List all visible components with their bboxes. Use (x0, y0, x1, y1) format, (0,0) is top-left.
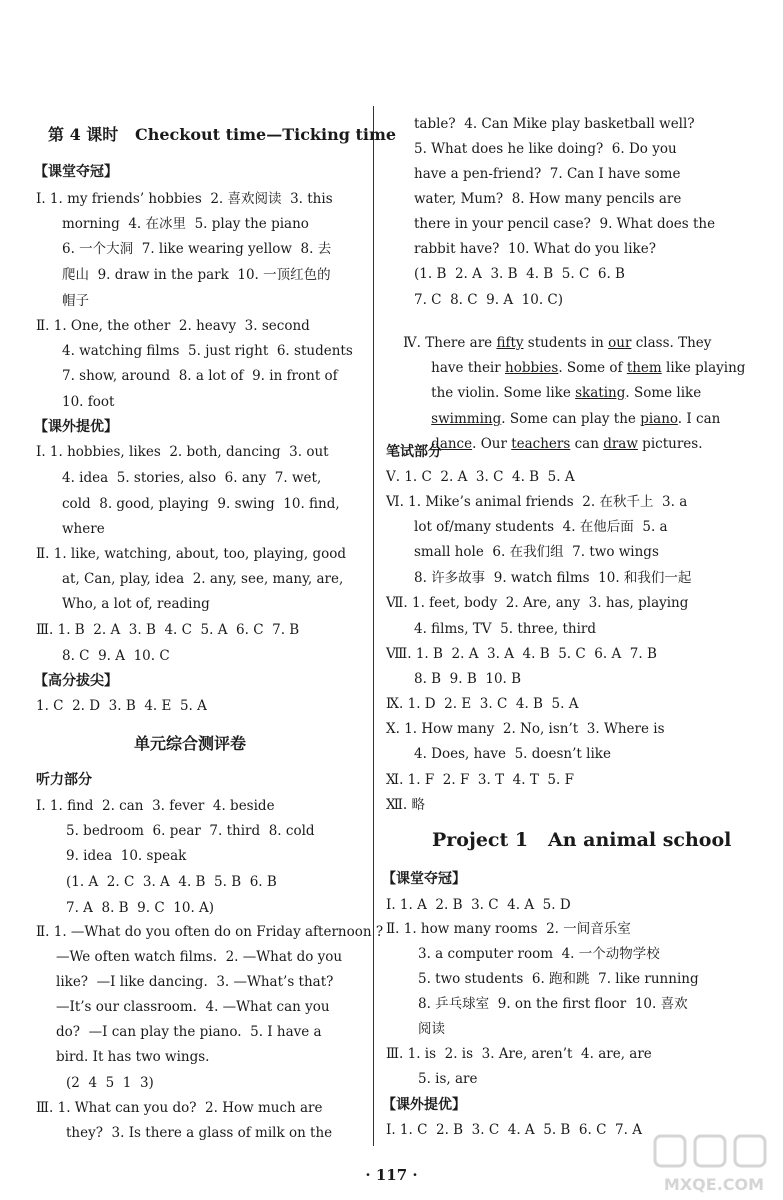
column-divider (373, 106, 374, 1146)
answer-line: morning 4. 在冰里 5. play the piano (62, 216, 309, 232)
answer-line: 4. films, TV 5. three, third (414, 621, 596, 637)
answer-line: 5. two students 6. 跑和跳 7. like running (418, 971, 699, 987)
underlined-word: hobbies (505, 360, 559, 376)
underlined-word: piano (640, 411, 678, 427)
answer-line: 帽子 (62, 293, 89, 309)
answer-line: 4. watching films 5. just right 6. students (62, 343, 353, 359)
answer-line: Ⅰ. 1. find 2. can 3. fever 4. beside (36, 798, 275, 814)
underlined-word: our (608, 335, 632, 351)
answer-line: (1. B 2. A 3. B 4. B 5. C 6. B (414, 266, 625, 282)
answer-line: have a pen-friend? 7. Can I have some (414, 166, 681, 182)
answer-line: 7. A 8. B 9. C 10. A) (66, 900, 215, 916)
answer-line: at, Can, play, idea 2. any, see, many, are, (62, 571, 344, 587)
answer-line: Ⅰ. 1. my friends’ hobbies 2. 喜欢阅读 3. this (36, 191, 333, 207)
answer-line: cold 8. good, playing 9. swing 10. find, (62, 496, 340, 512)
answer-line: rabbit have? 10. What do you like? (414, 241, 656, 257)
passage-line (414, 417, 702, 471)
answer-line: (1. A 2. C 3. A 4. B 5. B 6. B (66, 874, 277, 890)
answer-line: Ⅴ. 1. C 2. A 3. C 4. B 5. A (386, 469, 575, 485)
underlined-word: draw (603, 436, 638, 452)
answer-line: 阅读 (418, 1021, 445, 1037)
answer-line: Ⅰ. 1. C 2. B 3. C 4. A 5. B 6. C 7. A (386, 1122, 642, 1138)
passage-text: like playing (661, 360, 746, 376)
answer-line: 3. a computer room 4. 一个动物学校 (418, 946, 660, 962)
answer-line: there in your pencil case? 9. What does the (414, 216, 716, 232)
passage-text: . Some of (558, 360, 627, 376)
answer-line: bird. It has two wings. (56, 1049, 210, 1065)
unit-test-title: 单元综合测评卷 (134, 734, 247, 753)
answer-line: Ⅵ. 1. Mike’s animal friends 2. 在秋千上 3. a (386, 494, 688, 510)
answer-line: Ⅶ. 1. feet, body 2. Are, any 3. has, playing (386, 595, 689, 611)
watermark-logo (649, 1132, 779, 1196)
answer-line: 5. What does he like doing? 6. Do you (414, 141, 677, 157)
passage-text: have their (431, 360, 505, 376)
answer-line: 10. foot (62, 394, 115, 410)
passage-text: students in (523, 335, 609, 351)
answer-line: table? 4. Can Mike play basketball well? (414, 116, 695, 132)
answer-line: where (62, 521, 105, 537)
section-header: 【课外提优】 (34, 419, 118, 435)
answer-line: Ⅻ. 略 (386, 797, 426, 813)
answer-line: 6. 一个大洞 7. like wearing yellow 8. 去 (62, 241, 332, 257)
answer-line: lot of/many students 4. 在他后面 5. a (414, 519, 668, 535)
section-header: 【课外提优】 (382, 1097, 466, 1113)
answer-line: Ⅰ. 1. A 2. B 3. C 4. A 5. D (386, 897, 571, 913)
answer-line: Ⅹ. 1. How many 2. No, isn’t 3. Where is (386, 721, 665, 737)
answer-line: —It’s our classroom. 4. —What can you (56, 999, 330, 1015)
answer-line: Ⅲ. 1. is 2. is 3. Are, aren’t 4. are, are (386, 1046, 652, 1062)
section-header: 【课堂夺冠】 (34, 164, 118, 180)
underlined-word: fifty (496, 335, 524, 351)
answer-line: 8. 许多故事 9. watch films 10. 和我们一起 (414, 570, 692, 586)
answer-line: water, Mum? 8. How many pencils are (414, 191, 682, 207)
answer-line: 8. 乒乓球室 9. on the first floor 10. 喜欢 (418, 996, 688, 1012)
answer-line: Ⅰ. 1. hobbies, likes 2. both, dancing 3. out (36, 444, 329, 460)
answer-line: 5. bedroom 6. pear 7. third 8. cold (66, 823, 315, 839)
answer-line: 爬山 9. draw in the park 10. 一顶红色的 (62, 267, 331, 283)
answer-line: 8. C 9. A 10. C (62, 648, 170, 664)
watermark-text: MXQE.COM (663, 1175, 765, 1194)
passage-text: class. They (631, 335, 712, 351)
underlined-word: them (626, 360, 662, 376)
answer-line: small hole 6. 在我们组 7. two wings (414, 544, 659, 560)
answer-line: like? —I like dancing. 3. —What’s that? (56, 974, 334, 990)
passage-text: pictures. (637, 436, 703, 452)
passage-text: the violin. Some like (431, 385, 576, 401)
page-number: · 117 · (365, 1166, 418, 1184)
answer-line: 8. B 9. B 10. B (414, 671, 522, 687)
answer-line: 9. idea 10. speak (66, 848, 187, 864)
section-header: 笔试部分 (386, 444, 442, 460)
passage-text: Ⅳ. There are (403, 335, 497, 351)
underlined-word: skating (575, 385, 626, 401)
underlined-word: teachers (511, 436, 571, 452)
answer-line: Ⅱ. 1. like, watching, about, too, playing, good (36, 546, 347, 562)
answer-line: Ⅸ. 1. D 2. E 3. C 4. B 5. A (386, 696, 579, 712)
answer-line: 4. idea 5. stories, also 6. any 7. wet, (62, 470, 322, 486)
answer-line: 7. show, around 8. a lot of 9. in front of (62, 368, 338, 384)
answer-line: Who, a lot of, reading (62, 596, 210, 612)
passage-text: . I can (677, 411, 721, 427)
answer-line: Ⅱ. 1. —What do you often do on Friday afternoon ? (36, 924, 384, 940)
underlined-word: dance (431, 436, 473, 452)
underlined-word: swimming (431, 411, 502, 427)
answer-line: Ⅷ. 1. B 2. A 3. A 4. B 5. C 6. A 7. B (386, 646, 657, 662)
answer-line: they? 3. Is there a glass of milk on the (66, 1125, 333, 1141)
answer-line: 5. is, are (418, 1071, 478, 1087)
passage-text: . Some like (625, 385, 702, 401)
answer-line: Ⅲ. 1. What can you do? 2. How much are (36, 1100, 323, 1116)
answer-line: —We often watch films. 2. —What do you (56, 949, 343, 965)
passage-text: . Our (472, 436, 512, 452)
section-header: 听力部分 (36, 772, 92, 788)
lesson-title: 第 4 课时 Checkout time—Ticking time (48, 125, 397, 144)
answer-line: 1. C 2. D 3. B 4. E 5. A (36, 698, 207, 714)
answer-line: Ⅺ. 1. F 2. F 3. T 4. T 5. F (386, 772, 574, 788)
answer-line: (2 4 5 1 3) (66, 1075, 154, 1091)
passage-text: can (570, 436, 604, 452)
answer-line: Ⅱ. 1. how many rooms 2. 一间音乐室 (386, 921, 631, 937)
answer-line: 7. C 8. C 9. A 10. C) (414, 292, 564, 308)
project-title: Project 1 An animal school (432, 829, 732, 851)
answer-line: 4. Does, have 5. doesn’t like (414, 746, 611, 762)
answer-line: Ⅱ. 1. One, the other 2. heavy 3. second (36, 318, 310, 334)
passage-text: . Some can play the (501, 411, 641, 427)
answer-line: Ⅲ. 1. B 2. A 3. B 4. C 5. A 6. C 7. B (36, 622, 300, 638)
answer-line: do? —I can play the piano. 5. I have a (56, 1024, 322, 1040)
section-header: 【高分拔尖】 (34, 673, 118, 689)
section-header: 【课堂夺冠】 (382, 871, 466, 887)
